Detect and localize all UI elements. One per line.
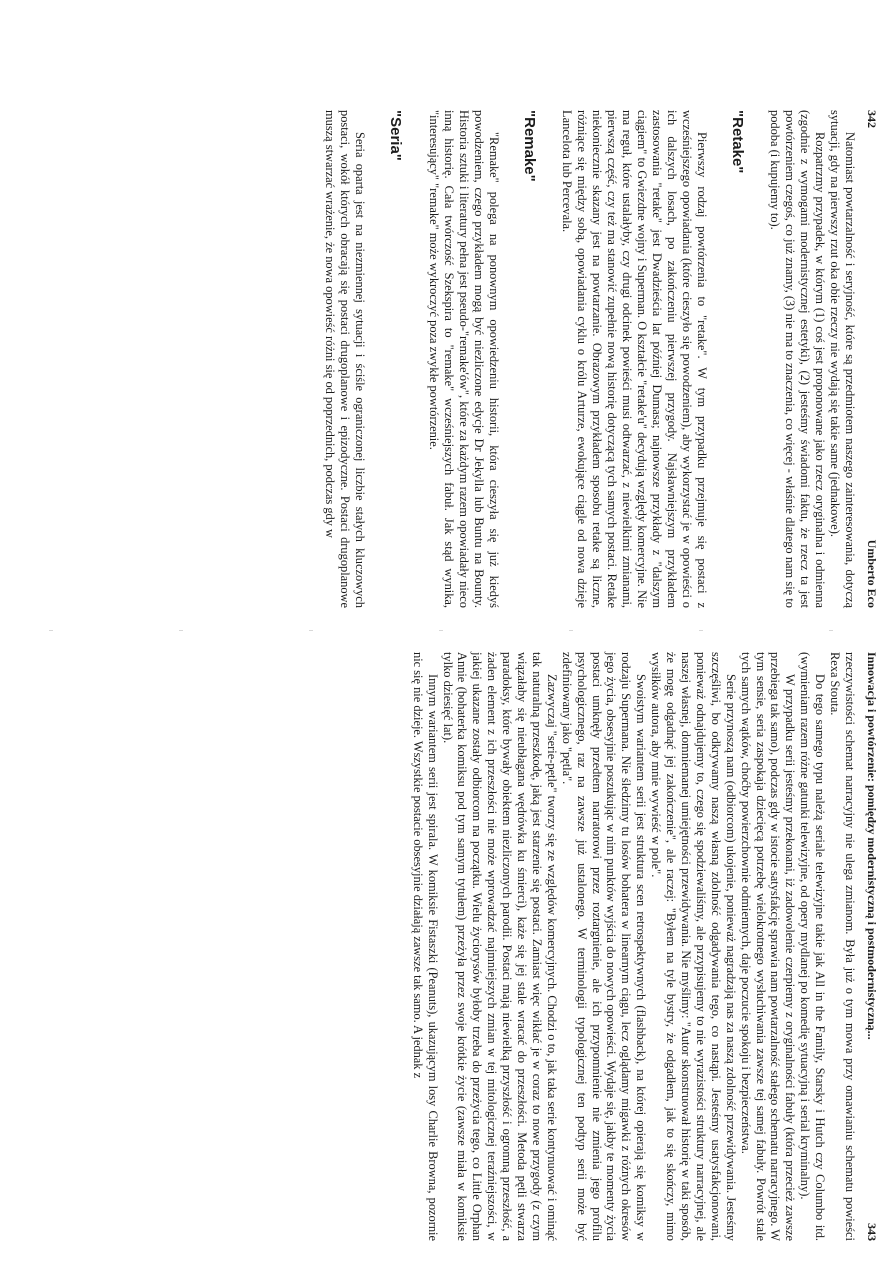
left-body: [323, 110, 857, 608]
retake-paragraph: Pierwszy rodzaj powtórzenia to "retake". W tym przypadku przejmuje się postaci z wcześniejszego opowiadania (które cieszyło się powodzeniem), aby wykorzystać je w opowieści o ich dalszych losach, po zakończeniu pierwszej przygody. Najsławniejszym przykładem zastosowania "retake" jest Dwadzieścia lat później Dumasa; najnowsze przykłady z "dalszym ciągiem" to Gwiezdne wojny i Superman. O kształcie "retake'u" decydują względy komercyjne. Nie ma reguł, które ustalałyby, czy drugi odcinek powieści musi odtwarzać, z niewielkimi zmianami, pierwszą część, czy też ma stanowić zupełnie nową historię dotyczącą tych samych postaci. Retake niekoniecznie skazany jest na powtarzanie. Obrazowym przykładem sposobu retake są liczne, różniące się między sobą, opowiadania cyklu o królu Arturze, ewokujące ciągle od nowa dzieje Lancelota lub Percevala.: [560, 110, 709, 608]
heading-seria: "Seria": [387, 110, 405, 161]
intro-paragraph-2: Rozpatrzmy przypadek, w którym (1) coś jest proponowane jako rzecz oryginalna i odmienna (zgodnie z wymogami modernistycznej estetyki), (2) jesteśmy świadomi faktu, że rzecz ta jest powtórzeniem czegoś, co już znamy, (3) nie ma to znaczenia, co więcej - właśnie dlatego nam się to podoba (i kupujemy to).: [768, 110, 828, 608]
right-page: [0, 632, 893, 1263]
body-paragraph-2: W przypadku serii jesteśmy przekonani, iż zadowolenie czerpiemy z oryginalności fabuły (która przecież zawsze przebiega tak samo), podczas gdy w istocie satysfakcję sprawia nam powtarzalność stałego schematu narracyjnego. W tym sensie, seria zaspokaja dziecięcą potrzebę wielokrotnego wysłuchiwania zawsze tej samej fabuły. Powrót stale tych samych wątków, choćby powierzchownie odmiennych, daje poczucie spokoju i bezpieczeństwa.: [738, 652, 798, 1241]
seria-paragraph: Seria oparta jest na niezmiennej sytuacji i ściśle ograniczonej liczbie stałych kluczowych postaci, wokół których obracają się postaci drugoplanowe i epizodyczne. Postaci drugoplanowe muszą stwarzać wrażenie, że nowa opowieść różni się od poprzednich, podczas gdy w: [323, 110, 368, 608]
body-paragraph-5: Zazwyczaj "serie-pętle" tworzy się ze względów komercyjnych. Chodzi o to, jak taka serie kontynuować i ominąć tak naturalną przeszkodę, jaką jest starzenie się postaci. Zamiast więc wikłać je w coraz to nowe przygody (z czym wiązałaby się nieubłagana wędrówka ku śmierci), każe się jej stale wracać do przeszłości. Metoda pętli stwarza paradoksy, które bywały obiektem niezliczonych parodii. Postaci mają niewielką przyszłość i ogromną przeszłość, a żaden element z ich przeszłości nie może wprowadzać najmniejszych zmian w tej mitologicznej teraźniejszości, w jakiej ukazane zostały odbiorcom na początku. Wielu życiorysów byłoby trzeba do przeżycia tego, co Little Orphan Annie (bohaterka komiksu pod tym samym tytułem) przeżyła przez swoje krótkie życie (zawsze miała w komiksie tylko dziesięć lat).: [440, 652, 559, 1241]
right-running-head: [857, 652, 879, 1241]
body-paragraph-4: Swoistym wariantem serii jest struktura scen retrospektywnych (flashback), na której opierają się komiksy w rodzaju Supermana. Nie śledzimy tu losów bohatera w linearnym ciągu, lecz oglądamy migawki z różnych okresów jego życia, obsesyjnie poszukując w nim punktów wyjścia do nowych opowieści. Wydaje się, jakby te momenty życia postaci umknęły przedtem narratorowi przez roztargnienie, ale ich przypomnienie nie zmienia jego profilu psychologicznego, raz na zawsze już ustalonego. W terminologii typologicznej ten podtyp serii może być zdefiniowany jako "pętla".: [559, 652, 649, 1241]
running-title: Innowacja i powtórzenie: pomiędzy modernistyczną i postmodernistyczną...: [865, 652, 879, 1040]
heading-retake: "Retake": [728, 110, 746, 174]
body-paragraph-1: Do tego samego typu należą seriale telewizyjne takie jak All in the Family, Starsky i Hutch czy Columbo itd. (wymieniam razem różne gatunki telewizyjne, od opery mydlanej po komedię sytuacyjną i serial kryminalny).: [798, 652, 828, 1241]
continuation-paragraph: rzeczywistości schemat narracyjny nie ulega zmianom. Była już o tym mowa przy omawianiu schematu powieści Rexa Stouta.: [828, 652, 857, 1241]
page-number-right: 343: [865, 1223, 879, 1241]
remake-paragraph: "Remake" polega na ponownym opowiedzeniu historii, która cieszyła się już kiedyś powodzeniem, czego przykładem mogą być niezliczone edycje Dr Jekylla lub Buntu na Bounty. Historia sztuki i literatury pełna jest pseudo-"remake'ów", które za każdym razem opowiadały nieco inną historię. Cała twórczość Szekspira to "remake" wcześniejszych fabuł. Jak stąd wynika, "interesujący" "remake" może wykroczyć poza zwykłe powtórzenie.: [427, 110, 501, 608]
intro-paragraph-1: Natomiast powtarzalność i seryjność, które są przedmiotem naszego zainteresowania, dotyczą sytuacji, gdy na pierwszy rzut oka obie rzeczy nie wydają się takie same (jednakowe).: [828, 110, 857, 608]
heading-remake: "Remake": [520, 110, 538, 182]
page-number-left: 342: [865, 110, 879, 128]
left-running-head: [857, 110, 879, 608]
body-paragraph-6: Innym wariantem serii jest spirala. W komiksie Fistaszki (Peanuts), ukazującym losy Charlie Browna, pozornie nic się nie dzieje. Wszystkie postacie obsesyjnie działają zawsze tak samo. A jednak z: [410, 652, 440, 1241]
right-body: [410, 652, 857, 1241]
author-name: Umberto Eco: [865, 539, 879, 608]
body-paragraph-3: Serie przynoszą nam (odbiorcom) ukojenie, ponieważ nagradzają nas za naszą zdolność przewidywania. Jesteśmy szczęśliwi, bo odkrywamy naszą własną zdolność odgadywania tego, co nastąpi. Jesteśmy usatysfakcjonowani, ponieważ odnajdujemy to, czego się spodziewaliśmy, ale przypisujemy to nie wyrazistości struktury narracyjnej, ale naszej własnej, domniemanej umiejętności przewidywania. Nie myślimy: "Autor skonstruował historię w taki sposób, że mogę odgadnąć jej zakończenie", ale raczej: "Byłem na tyle bystry, że odgadłem, jak to się skończy, mimo wysiłków autora, aby mnie wywieść w pole".: [649, 652, 738, 1241]
